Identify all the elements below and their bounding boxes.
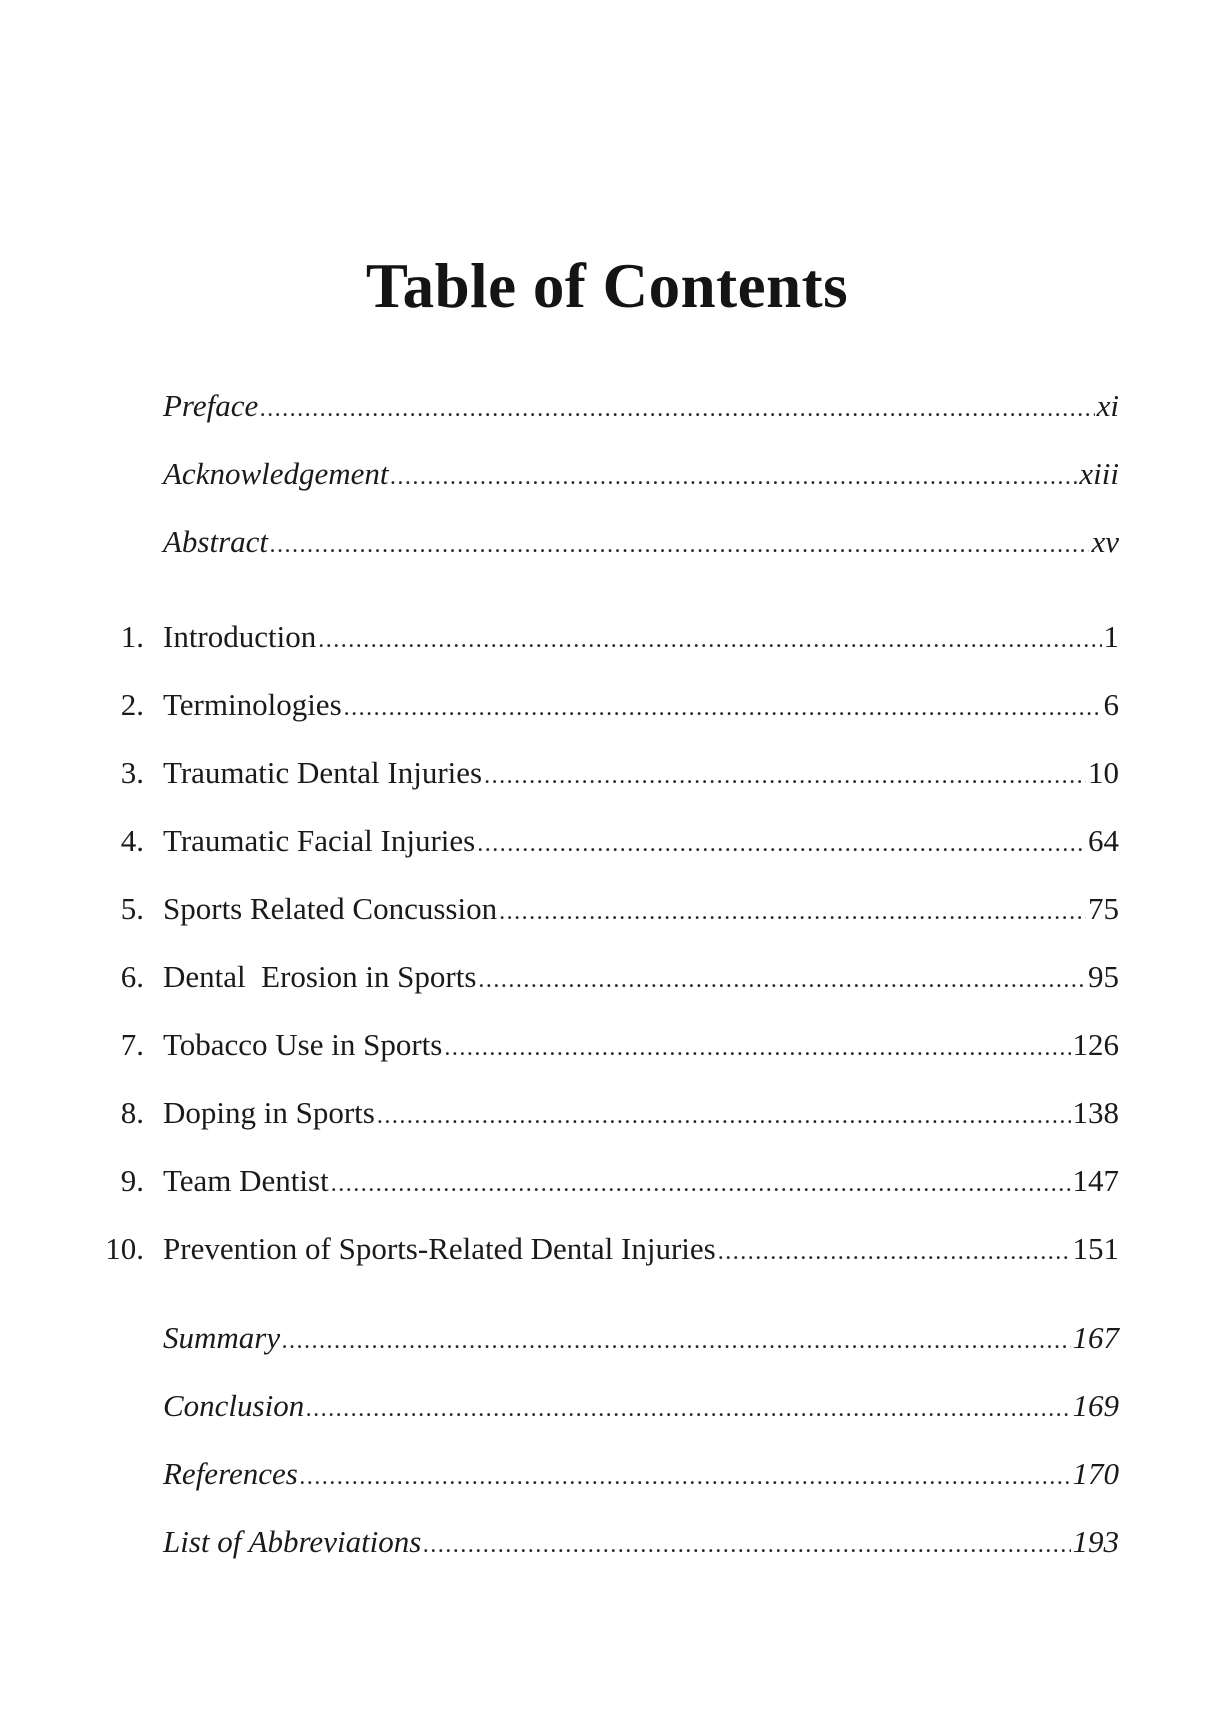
entry-page-number: 170 <box>1072 1456 1119 1491</box>
chapter-number: 2. <box>120 687 144 722</box>
dot-leader <box>477 822 1086 866</box>
back-matter-list <box>0 1316 1214 1588</box>
entry-page-number: 64 <box>1088 823 1119 858</box>
dot-leader <box>331 1162 1071 1206</box>
entry-page-number: 10 <box>1088 755 1119 790</box>
dot-leader <box>377 1094 1071 1138</box>
entry-title: Terminologies <box>163 687 342 722</box>
entry-title: Prevention of Sports-Related Dental Injuries <box>163 1231 716 1266</box>
entry-page-number: 138 <box>1072 1095 1119 1130</box>
dot-leader <box>318 618 1101 662</box>
entry-page-number: 151 <box>1072 1231 1119 1266</box>
toc-entry-chapter-7[interactable] <box>0 1023 1214 1091</box>
toc-entry-references[interactable] <box>0 1452 1214 1520</box>
page-title: Table of Contents <box>365 251 849 321</box>
entry-page-number: 169 <box>1072 1388 1119 1423</box>
toc-entry-chapter-5[interactable] <box>0 887 1214 955</box>
entry-title: Preface <box>163 388 259 423</box>
toc-entry-chapter-3[interactable] <box>0 751 1214 819</box>
entry-page-number: xiii <box>1079 456 1119 491</box>
toc-entry-summary[interactable] <box>0 1316 1214 1384</box>
entry-page-number: 147 <box>1072 1163 1119 1198</box>
toc-entry-list-of-abbreviations[interactable] <box>0 1520 1214 1588</box>
entry-page-number: 167 <box>1072 1320 1119 1355</box>
entry-page-number: 75 <box>1088 891 1119 926</box>
toc-entry-chapter-4[interactable] <box>0 819 1214 887</box>
chapter-list <box>0 615 1214 1295</box>
toc-entry-conclusion[interactable] <box>0 1384 1214 1452</box>
entry-title: List of Abbreviations <box>163 1524 422 1559</box>
entry-title: Team Dentist <box>163 1163 329 1198</box>
chapter-number: 6. <box>120 959 144 994</box>
entry-title: Doping in Sports <box>163 1095 375 1130</box>
toc-entry-chapter-1[interactable] <box>0 615 1214 683</box>
entry-title: Abstract <box>163 524 269 559</box>
entry-title: References <box>163 1456 298 1491</box>
entry-title: Acknowledgement <box>163 456 389 491</box>
chapter-number: 7. <box>120 1027 144 1062</box>
chapter-number: 10. <box>105 1231 144 1266</box>
entry-title: Summary <box>163 1320 281 1355</box>
entry-title: Conclusion <box>163 1388 305 1423</box>
chapter-number: 4. <box>120 823 144 858</box>
entry-title: Dental Erosion in Sports <box>163 959 477 994</box>
entry-page-number: 126 <box>1072 1027 1119 1062</box>
chapter-number: 9. <box>120 1163 144 1198</box>
entry-page-number: 1 <box>1103 619 1119 654</box>
dot-leader <box>444 1026 1070 1070</box>
chapter-number: 1. <box>120 619 144 654</box>
entry-title: Sports Related Concussion <box>163 891 498 926</box>
entry-title: Traumatic Dental Injuries <box>163 755 483 790</box>
toc-entry-abstract[interactable] <box>0 520 1214 588</box>
dot-leader <box>423 1523 1070 1567</box>
toc-entry-chapter-8[interactable] <box>0 1091 1214 1159</box>
dot-leader <box>270 523 1089 567</box>
chapter-number: 3. <box>120 755 144 790</box>
dot-leader <box>478 958 1086 1002</box>
dot-leader <box>718 1230 1071 1274</box>
entry-page-number: xi <box>1096 388 1119 423</box>
toc-entry-chapter-9[interactable] <box>0 1159 1214 1227</box>
dot-leader <box>306 1387 1070 1431</box>
entry-title: Tobacco Use in Sports <box>163 1027 443 1062</box>
toc-entry-chapter-10[interactable] <box>0 1227 1214 1295</box>
dot-leader <box>499 890 1086 934</box>
dot-leader <box>344 686 1102 730</box>
chapter-number: 8. <box>120 1095 144 1130</box>
toc-entry-preface[interactable] <box>0 384 1214 452</box>
dot-leader <box>484 754 1086 798</box>
toc-entry-chapter-6[interactable] <box>0 955 1214 1023</box>
chapter-number: 5. <box>120 891 144 926</box>
toc-entry-acknowledgement[interactable] <box>0 452 1214 520</box>
dot-leader <box>391 455 1078 499</box>
entry-page-number: xv <box>1091 524 1119 559</box>
dot-leader <box>260 387 1094 431</box>
entry-title: Introduction <box>163 619 317 654</box>
entry-page-number: 95 <box>1088 959 1119 994</box>
entry-page-number: 6 <box>1103 687 1119 722</box>
dot-leader <box>282 1319 1070 1363</box>
dot-leader <box>300 1455 1071 1499</box>
entry-title: Traumatic Facial Injuries <box>163 823 476 858</box>
front-matter-list <box>0 384 1214 588</box>
toc-entry-chapter-2[interactable] <box>0 683 1214 751</box>
entry-page-number: 193 <box>1072 1524 1119 1559</box>
